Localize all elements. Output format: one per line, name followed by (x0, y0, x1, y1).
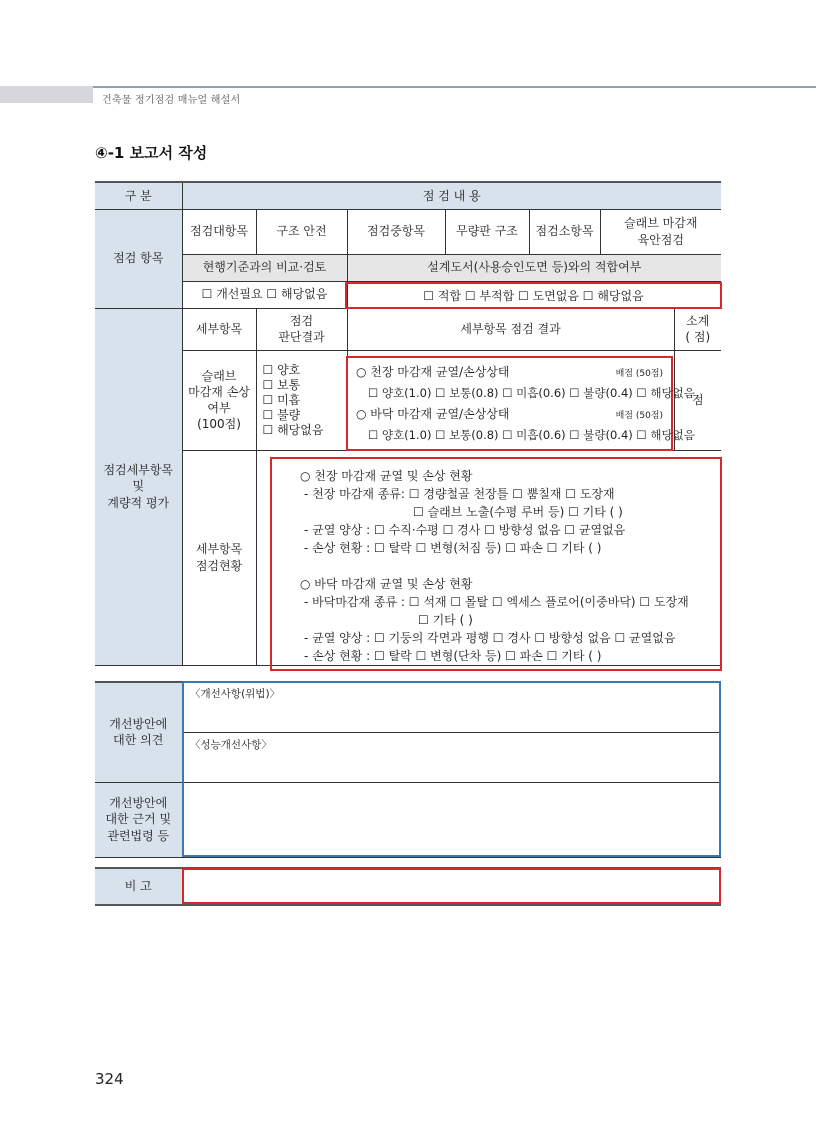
remark-label: 비 고 (95, 868, 182, 905)
judge-options (256, 350, 347, 450)
subtotal-header-line1: 소계 (686, 313, 710, 328)
header-gray-block (0, 86, 93, 103)
judge-option-bad[interactable]: ☐ 불량 (262, 407, 301, 422)
status-label-line2: 점검현황 (195, 558, 243, 573)
status-line: ○ 천장 마감재 균열 및 손상 현황 (300, 469, 473, 483)
result-header: 세부항목 점검 결과 (347, 308, 674, 350)
compare-options: ☐ 개선필요 ☐ 해당없음 (182, 281, 347, 308)
status-line[interactable]: - 손상 현황 : ☐ 탈락 ☐ 변형(처짐 등) ☐ 파손 ☐ 기타 ( ) (304, 541, 602, 555)
major-item-label: 점검대항목 (182, 209, 256, 254)
violation-label: 〈개선사항(위법)〉 (190, 688, 281, 700)
col-gubun: 구 분 (95, 182, 182, 209)
row-label-detail-line1: 점검세부항목 (103, 463, 174, 478)
sub-item-header: 세부항목 (182, 308, 256, 350)
minor-item-label: 점검소항목 (529, 209, 600, 254)
subtotal-unit: 점 (674, 350, 721, 450)
opinion-divider (184, 732, 719, 733)
judge-option-na[interactable]: ☐ 해당없음 (262, 422, 324, 437)
judge-header-line2: 판단결과 (278, 330, 325, 344)
item-name-line1: 슬래브 (201, 368, 237, 383)
status-line[interactable]: - 천장 마감재 종류: ☐ 경량철골 천장틀 ☐ 뿜칠재 ☐ 도장재 (304, 487, 615, 501)
middle-item-label: 점검중항목 (347, 209, 445, 254)
item-name-line3: 여부 (207, 401, 231, 415)
major-item-value: 구조 안전 (256, 209, 347, 254)
status-line[interactable]: - 균열 양상 : ☐ 기둥의 각면과 평행 ☐ 경사 ☐ 방향성 없음 ☐ 균열없음 (304, 631, 676, 645)
header-title: 건축물 정기점검 매뉴얼 해설서 (102, 95, 241, 106)
status-label-line1: 세부항목 (195, 542, 243, 557)
subtotal-header (674, 308, 721, 350)
header-rule (93, 86, 816, 88)
minor-item-value-line2: 육안점검 (637, 232, 684, 247)
row-label-detail-line2: 및 (132, 479, 145, 494)
page-number: 324 (95, 1070, 124, 1088)
judge-option-poor[interactable]: ☐ 미흡 (262, 392, 301, 407)
middle-item-value: 무량판 구조 (445, 209, 529, 254)
remark-input[interactable] (182, 868, 721, 904)
design-options[interactable]: ☐ 적합 ☐ 부적합 ☐ 도면없음 ☐ 해당없음 (423, 289, 644, 303)
status-line[interactable]: - 바닥마감재 종류 : ☐ 석재 ☐ 몰탈 ☐ 엑세스 플로어(이중바닥) ☐ 도장재 (304, 595, 689, 609)
judge-header-line1: 점검 (289, 313, 314, 328)
ceiling-title: ○ 천장 마감재 균열/손상상태 (356, 365, 510, 379)
design-options-box (345, 282, 722, 309)
basis-divider (184, 782, 719, 783)
row-label-detail-line3: 계량적 평가 (107, 495, 170, 510)
opinion-box (182, 681, 721, 857)
basis-label-line1: 개선방안에 (109, 796, 168, 811)
status-line[interactable]: - 균열 양상 : ☐ 수직·수평 ☐ 경사 ☐ 방향성 없음 ☐ 균열없음 (304, 523, 626, 537)
minor-item-value (600, 209, 721, 254)
item-name-line2: 마감재 손상 (188, 384, 250, 399)
section-title: ④-1 보고서 작성 (95, 144, 208, 162)
row-label-items: 점검 항목 (95, 209, 182, 308)
judge-option-good[interactable]: ☐ 양호 (262, 362, 301, 377)
floor-title: ○ 바닥 마감재 균열/손상상태 (356, 407, 510, 421)
basis-label-line3: 관련법령 등 (107, 828, 170, 843)
performance-label: 〈성능개선사항〉 (190, 739, 272, 751)
minor-item-value-line1: 슬래브 마감재 (624, 216, 698, 231)
floor-options[interactable]: ☐ 양호(1.0) ☐ 보통(0.8) ☐ 미흡(0.6) ☐ 불량(0.4) ☐ 해당없음 (368, 428, 695, 442)
opinion-label-line1: 개선방안에 (109, 717, 168, 732)
opinion-label (95, 682, 182, 782)
compare-label: 현행기준과의 비교·검토 (182, 254, 347, 281)
design-label: 설계도서(사용승인도면 등)와의 적합여부 (347, 254, 721, 281)
result-box (346, 356, 695, 451)
status-box (270, 457, 722, 671)
col-content: 점 검 내 용 (182, 182, 721, 209)
subtotal-header-line2: ( 점) (685, 330, 711, 344)
judge-header (256, 308, 347, 350)
status-line[interactable]: ☐ 슬래브 노출(수평 루버 등) ☐ 기타 ( ) (413, 505, 623, 519)
ceiling-options[interactable]: ☐ 양호(1.0) ☐ 보통(0.8) ☐ 미흡(0.6) ☐ 불량(0.4) ☐ 해당없음 (368, 386, 695, 400)
status-line[interactable]: - 손상 현황 : ☐ 탈락 ☐ 변형(단차 등) ☐ 파손 ☐ 기타 ( ) (304, 649, 602, 663)
floor-score: 배점 (50점) (615, 411, 663, 421)
violation-input[interactable] (188, 703, 715, 729)
basis-label (95, 782, 182, 857)
performance-input[interactable] (188, 754, 715, 780)
judge-option-normal[interactable]: ☐ 보통 (262, 377, 301, 392)
opinion-label-line2: 대한 의견 (113, 733, 164, 748)
item-name-line4: (100점) (197, 417, 241, 432)
ceiling-score: 배점 (50점) (615, 369, 663, 379)
status-line[interactable]: ☐ 기타 ( ) (418, 613, 473, 627)
status-line: ○ 바닥 마감재 균열 및 손상 현황 (300, 577, 473, 591)
row-label-detail (95, 308, 182, 665)
item-name (182, 350, 256, 450)
basis-input[interactable] (188, 785, 715, 855)
status-label (182, 450, 256, 665)
basis-label-line2: 대한 근거 및 (105, 812, 172, 827)
